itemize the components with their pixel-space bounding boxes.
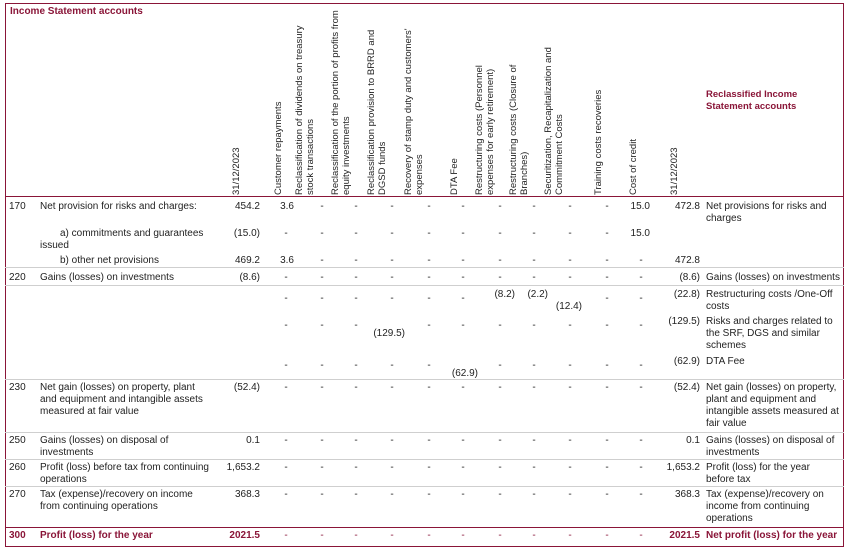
reclassified-label: Risks and charges related to the SRF, DGS and similar schemes: [706, 316, 833, 351]
row-code: 250: [9, 435, 26, 446]
empty-cell-dash: -: [461, 435, 465, 446]
empty-cell-dash: -: [532, 320, 536, 331]
empty-cell-dash: -: [605, 272, 609, 283]
value-cell: (12.4): [555, 301, 582, 312]
empty-cell-dash: -: [498, 435, 502, 446]
value-cell: (2.2): [527, 289, 548, 300]
empty-cell-dash: -: [532, 255, 536, 266]
empty-cell-dash: -: [532, 360, 536, 371]
value-cell: 469.2: [234, 255, 260, 266]
empty-cell-dash: -: [532, 228, 536, 239]
row-label: Profit (loss) for the year: [40, 530, 153, 541]
empty-cell-dash: -: [498, 320, 502, 331]
row-code: 300: [9, 530, 26, 541]
empty-cell-dash: -: [320, 360, 324, 371]
empty-cell-dash: -: [568, 360, 572, 371]
empty-cell-dash: -: [320, 435, 324, 446]
empty-cell-dash: -: [427, 201, 431, 212]
empty-cell-dash: -: [427, 360, 431, 371]
empty-cell-dash: -: [568, 272, 572, 283]
empty-cell-dash: -: [390, 272, 394, 283]
empty-cell-dash: -: [284, 435, 288, 446]
value-cell: (8.6): [239, 272, 260, 283]
empty-cell-dash: -: [461, 320, 465, 331]
value-cell: 1,653.2: [666, 462, 700, 473]
row-label: Tax (expense)/recovery on income from continuing operations: [40, 489, 193, 512]
empty-cell-dash: -: [639, 272, 643, 283]
col-header-label: Securitization, Recapitalization and Commitment Costs: [543, 47, 565, 195]
empty-cell-dash: -: [320, 462, 324, 473]
empty-cell-dash: -: [605, 435, 609, 446]
empty-cell-dash: -: [354, 489, 358, 500]
empty-cell-dash: -: [498, 462, 502, 473]
empty-cell-dash: -: [532, 530, 536, 541]
value-cell: 3.6: [280, 201, 294, 212]
value-cell: 1,653.2: [226, 462, 260, 473]
empty-cell-dash: -: [354, 435, 358, 446]
empty-cell-dash: -: [461, 293, 465, 304]
empty-cell-dash: -: [284, 462, 288, 473]
empty-cell-dash: -: [461, 255, 465, 266]
col-header-label: Restructuring costs (Personnel expenses for early retirement): [474, 65, 496, 195]
empty-cell-dash: -: [532, 201, 536, 212]
empty-cell-dash: -: [320, 489, 324, 500]
reclassified-label: Gains (losses) on investments: [706, 272, 840, 283]
empty-cell-dash: -: [532, 435, 536, 446]
row-code: 270: [9, 489, 26, 500]
empty-cell-dash: -: [354, 228, 358, 239]
row-divider: [5, 379, 844, 380]
empty-cell-dash: -: [605, 255, 609, 266]
total-divider: [5, 527, 844, 528]
empty-cell-dash: -: [284, 272, 288, 283]
empty-cell-dash: -: [461, 201, 465, 212]
table-title: Income Statement accounts: [10, 6, 143, 17]
reclassified-label: Tax (expense)/recovery on income from continuing operations: [706, 489, 824, 524]
value-cell: (129.5): [668, 316, 700, 327]
empty-cell-dash: -: [498, 272, 502, 283]
empty-cell-dash: -: [605, 201, 609, 212]
value-cell: 368.3: [234, 489, 260, 500]
value-cell: 2021.5: [229, 530, 260, 541]
empty-cell-dash: -: [284, 530, 288, 541]
empty-cell-dash: -: [498, 489, 502, 500]
empty-cell-dash: -: [427, 255, 431, 266]
empty-cell-dash: -: [498, 228, 502, 239]
empty-cell-dash: -: [320, 320, 324, 331]
reclassified-header: Reclassified Income Statement accounts: [706, 89, 798, 112]
empty-cell-dash: -: [639, 255, 643, 266]
empty-cell-dash: -: [320, 382, 324, 393]
empty-cell-dash: -: [568, 530, 572, 541]
empty-cell-dash: -: [639, 360, 643, 371]
empty-cell-dash: -: [284, 489, 288, 500]
empty-cell-dash: -: [320, 255, 324, 266]
empty-cell-dash: -: [390, 489, 394, 500]
empty-cell-dash: -: [354, 462, 358, 473]
empty-cell-dash: -: [354, 320, 358, 331]
row-code: 260: [9, 462, 26, 473]
reclassified-label: Net provisions for risks and charges: [706, 201, 827, 224]
empty-cell-dash: -: [639, 489, 643, 500]
empty-cell-dash: -: [568, 320, 572, 331]
value-cell: 0.1: [246, 435, 260, 446]
value-cell: 472.8: [674, 201, 700, 212]
empty-cell-dash: -: [639, 320, 643, 331]
empty-cell-dash: -: [532, 489, 536, 500]
empty-cell-dash: -: [532, 272, 536, 283]
col-header-label: Training costs recoveries: [593, 89, 604, 195]
empty-cell-dash: -: [390, 360, 394, 371]
empty-cell-dash: -: [639, 435, 643, 446]
row-label: b) other net provisions: [60, 255, 159, 266]
empty-cell-dash: -: [605, 382, 609, 393]
col-header-label: Cost of credit: [628, 139, 639, 195]
empty-cell-dash: -: [498, 382, 502, 393]
empty-cell-dash: -: [390, 293, 394, 304]
empty-cell-dash: -: [532, 462, 536, 473]
empty-cell-dash: -: [639, 530, 643, 541]
empty-cell-dash: -: [390, 255, 394, 266]
empty-cell-dash: -: [320, 228, 324, 239]
col-header-label: Reclassification provision to BRRD and DGSD funds: [366, 29, 388, 195]
row-code: 170: [9, 201, 26, 212]
empty-cell-dash: -: [427, 272, 431, 283]
empty-cell-dash: -: [320, 530, 324, 541]
empty-cell-dash: -: [390, 530, 394, 541]
row-code: 220: [9, 272, 26, 283]
value-cell: 3.6: [280, 255, 294, 266]
empty-cell-dash: -: [320, 293, 324, 304]
empty-cell-dash: -: [390, 382, 394, 393]
row-label: Profit (loss) before tax from continuing operations: [40, 462, 209, 485]
row-label: Gains (losses) on investments: [40, 272, 174, 283]
empty-cell-dash: -: [461, 228, 465, 239]
empty-cell-dash: -: [568, 382, 572, 393]
row-code: 230: [9, 382, 26, 393]
empty-cell-dash: -: [354, 530, 358, 541]
empty-cell-dash: -: [498, 255, 502, 266]
empty-cell-dash: -: [532, 382, 536, 393]
row-divider: [5, 432, 844, 433]
empty-cell-dash: -: [639, 293, 643, 304]
empty-cell-dash: -: [354, 201, 358, 212]
reclassified-label: Net gain (losses) on property, plant and equipment and intangible assets measured at fair value: [706, 382, 839, 429]
value-cell: (129.5): [373, 328, 405, 339]
value-cell: (15.0): [233, 228, 260, 239]
value-cell: (8.6): [679, 272, 700, 283]
empty-cell-dash: -: [427, 382, 431, 393]
col-header-label: Reclassification of the portion of profits from equity investments: [330, 10, 352, 195]
empty-cell-dash: -: [605, 293, 609, 304]
empty-cell-dash: -: [605, 320, 609, 331]
row-label: Net provision for risks and charges:: [40, 201, 197, 212]
empty-cell-dash: -: [568, 255, 572, 266]
value-cell: (8.2): [494, 289, 515, 300]
value-cell: (52.4): [673, 382, 700, 393]
row-divider: [5, 486, 844, 487]
header-divider: [5, 196, 844, 197]
empty-cell-dash: -: [427, 435, 431, 446]
value-cell: (62.9): [451, 368, 478, 379]
row-divider: [5, 459, 844, 460]
empty-cell-dash: -: [498, 360, 502, 371]
empty-cell-dash: -: [605, 360, 609, 371]
empty-cell-dash: -: [639, 462, 643, 473]
empty-cell-dash: -: [605, 228, 609, 239]
value-cell: 472.8: [674, 255, 700, 266]
empty-cell-dash: -: [390, 462, 394, 473]
empty-cell-dash: -: [461, 382, 465, 393]
empty-cell-dash: -: [427, 530, 431, 541]
row-divider: [5, 285, 844, 286]
reclassified-label: Net profit (loss) for the year: [706, 530, 838, 541]
value-cell: (22.8): [673, 289, 700, 300]
empty-cell-dash: -: [568, 489, 572, 500]
value-cell: (52.4): [233, 382, 260, 393]
empty-cell-dash: -: [498, 530, 502, 541]
empty-cell-dash: -: [354, 382, 358, 393]
empty-cell-dash: -: [568, 201, 572, 212]
row-label: Net gain (losses) on property, plant and equipment and intangible assets measured at fair value: [40, 382, 203, 417]
reclassified-label: Profit (loss) for the year before tax: [706, 462, 810, 485]
value-cell: 454.2: [234, 201, 260, 212]
empty-cell-dash: -: [284, 382, 288, 393]
empty-cell-dash: -: [568, 228, 572, 239]
value-cell: 15.0: [630, 201, 650, 212]
empty-cell-dash: -: [498, 201, 502, 212]
empty-cell-dash: -: [427, 462, 431, 473]
empty-cell-dash: -: [461, 489, 465, 500]
empty-cell-dash: -: [320, 201, 324, 212]
empty-cell-dash: -: [427, 293, 431, 304]
reclassified-label: Restructuring costs /One-Off costs: [706, 289, 833, 312]
value-cell: 2021.5: [669, 530, 700, 541]
value-cell: (62.9): [673, 356, 700, 367]
col-header-label: DTA Fee: [449, 158, 460, 195]
empty-cell-dash: -: [427, 228, 431, 239]
empty-cell-dash: -: [390, 228, 394, 239]
empty-cell-dash: -: [461, 530, 465, 541]
col-header-label: Recovery of stamp duty and customers' expenses: [403, 28, 425, 195]
empty-cell-dash: -: [390, 435, 394, 446]
empty-cell-dash: -: [320, 272, 324, 283]
col-header-label: Restructuring costs (Closure of Branches): [508, 64, 530, 195]
empty-cell-dash: -: [568, 435, 572, 446]
empty-cell-dash: -: [605, 462, 609, 473]
empty-cell-dash: -: [568, 462, 572, 473]
empty-cell-dash: -: [284, 228, 288, 239]
value-cell: 368.3: [674, 489, 700, 500]
empty-cell-dash: -: [461, 272, 465, 283]
col-header-label: 31/12/2023: [669, 147, 680, 195]
empty-cell-dash: -: [354, 272, 358, 283]
reclassified-label: Gains (losses) on disposal of investments: [706, 435, 835, 458]
value-cell: 15.0: [630, 228, 650, 239]
empty-cell-dash: -: [390, 201, 394, 212]
empty-cell-dash: -: [284, 320, 288, 331]
row-divider: [5, 267, 844, 268]
empty-cell-dash: -: [354, 255, 358, 266]
col-header-label: Customer repayments: [273, 101, 284, 195]
empty-cell-dash: -: [284, 293, 288, 304]
empty-cell-dash: -: [461, 462, 465, 473]
empty-cell-dash: -: [284, 360, 288, 371]
empty-cell-dash: -: [605, 530, 609, 541]
row-label: a) commitments and guarantees issued: [40, 228, 204, 251]
row-label: Gains (losses) on disposal of investments: [40, 435, 169, 458]
empty-cell-dash: -: [427, 489, 431, 500]
col-header-label: 31/12/2023: [231, 147, 242, 195]
value-cell: 0.1: [686, 435, 700, 446]
reclassified-label: DTA Fee: [706, 356, 745, 367]
empty-cell-dash: -: [354, 293, 358, 304]
empty-cell-dash: -: [639, 382, 643, 393]
col-header-label: Reclassification of dividends on treasury stock transactions: [294, 25, 316, 195]
empty-cell-dash: -: [354, 360, 358, 371]
empty-cell-dash: -: [427, 320, 431, 331]
empty-cell-dash: -: [605, 489, 609, 500]
